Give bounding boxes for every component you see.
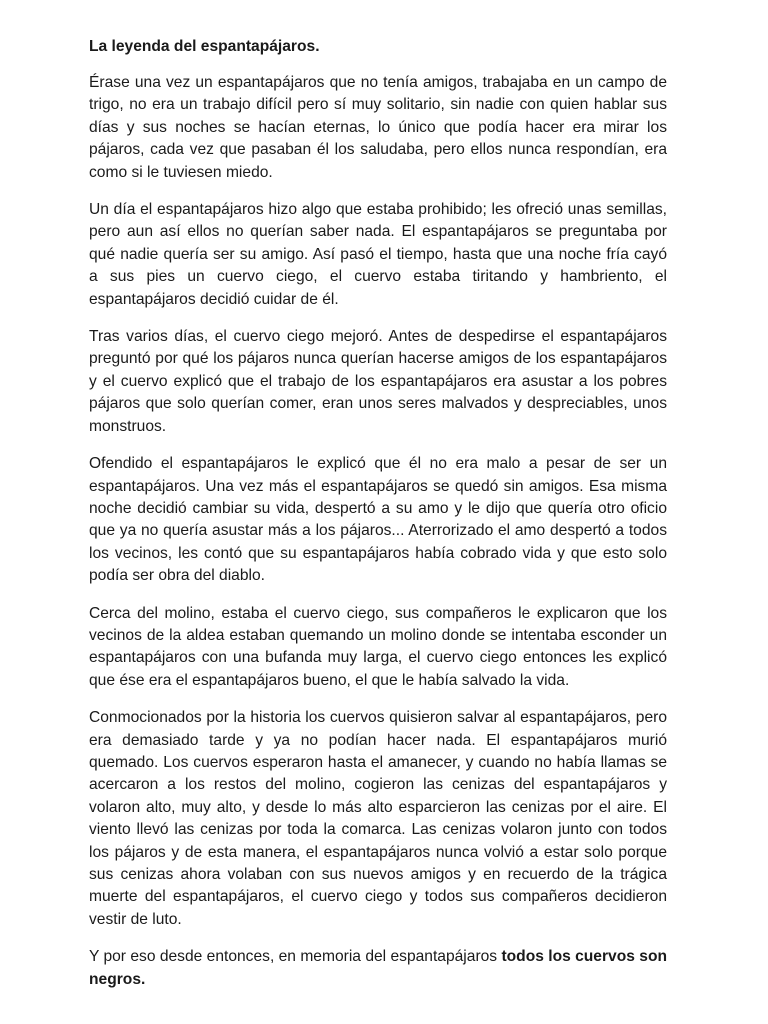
paragraph-2: Un día el espantapájaros hizo algo que estaba prohibido; les ofreció unas semillas, pero aun así ellos no querían saber nada. El espantapájaros se preguntaba por qué nadie quería ser su amigo. Así pasó el tiempo, hasta que una noche fría cayó a sus pies un cuervo ciego, el cuervo estaba tiritando y hambriento, el espantapájaros decidió cuidar de él.	[89, 201, 667, 308]
document-title: La leyenda del espantapájaros.	[89, 38, 320, 55]
paragraph-final	[89, 946, 667, 991]
paragraph-6: Conmocionados por la historia los cuervos quisieron salvar al espantapájaros, pero era demasiado tarde y ya no podían hacer nada. El espantapájaros murió quemado. Los cuervos esperaron hasta el amanecer, y cuando no había llamas se acercaron a los restos del molino, cogieron las cenizas del espantapájaros y volaron alto, muy alto, y desde lo más alto esparcieron las cenizas por el aire. El viento llevó las cenizas por toda la comarca. Las cenizas volaron junto con todos los pájaros y de esta manera, el espantapájaros nunca volvió a estar solo porque sus cenizas ahora volaban con sus nuevos amigos y en recuerdo de la trágica muerte del espantapájaros, el cuervo ciego y todos sus compañeros decidieron vestir de luto.	[89, 709, 667, 928]
paragraph-1: Érase una vez un espantapájaros que no tenía amigos, trabajaba en un campo de trigo, no era un trabajo difícil pero sí muy solitario, sin nadie con quien hablar sus días y sus noches se hacían eternas, lo único que podía hacer era mirar los pájaros, cada vez que pasaban él los saludaba, pero ellos nunca respondían, era como si le tuviesen miedo.	[89, 74, 667, 181]
paragraph-3: Tras varios días, el cuervo ciego mejoró. Antes de despedirse el espantapájaros preguntó por qué los pájaros nunca querían hacerse amigos de los espantapájaros y el cuervo explicó que el trabajo de los espantapájaros era asustar a los pobres pájaros que solo querían comer, eran unos seres malvados y despreciables, unos monstruos.	[89, 328, 667, 435]
document-page	[89, 36, 667, 1006]
paragraph-4: Ofendido el espantapájaros le explicó que él no era malo a pesar de ser un espantapájaros. Una vez más el espantapájaros se quedó sin amigos. Esa misma noche decidió cambiar su vida, despertó a su amo y le dijo que quería otro oficio que ya no quería asustar más a los pájaros... Aterrorizado el amo despertó a todos los vecinos, les contó que su espantapájaros había cobrado vida y que esto solo podía ser obra del diablo.	[89, 455, 667, 585]
paragraph-5: Cerca del molino, estaba el cuervo ciego, sus compañeros le explicaron que los vecinos de la aldea estaban quemando un molino donde se intentaba esconder un espantapájaros con una bufanda muy larga, el cuervo ciego entonces les explicó que ése era el espantapájaros bueno, el que le había salvado la vida.	[89, 604, 667, 689]
final-text: Y por eso desde entonces, en memoria del espantapájaros	[89, 948, 502, 966]
final-bold-text: todos los cuervos son negros.	[89, 948, 667, 988]
